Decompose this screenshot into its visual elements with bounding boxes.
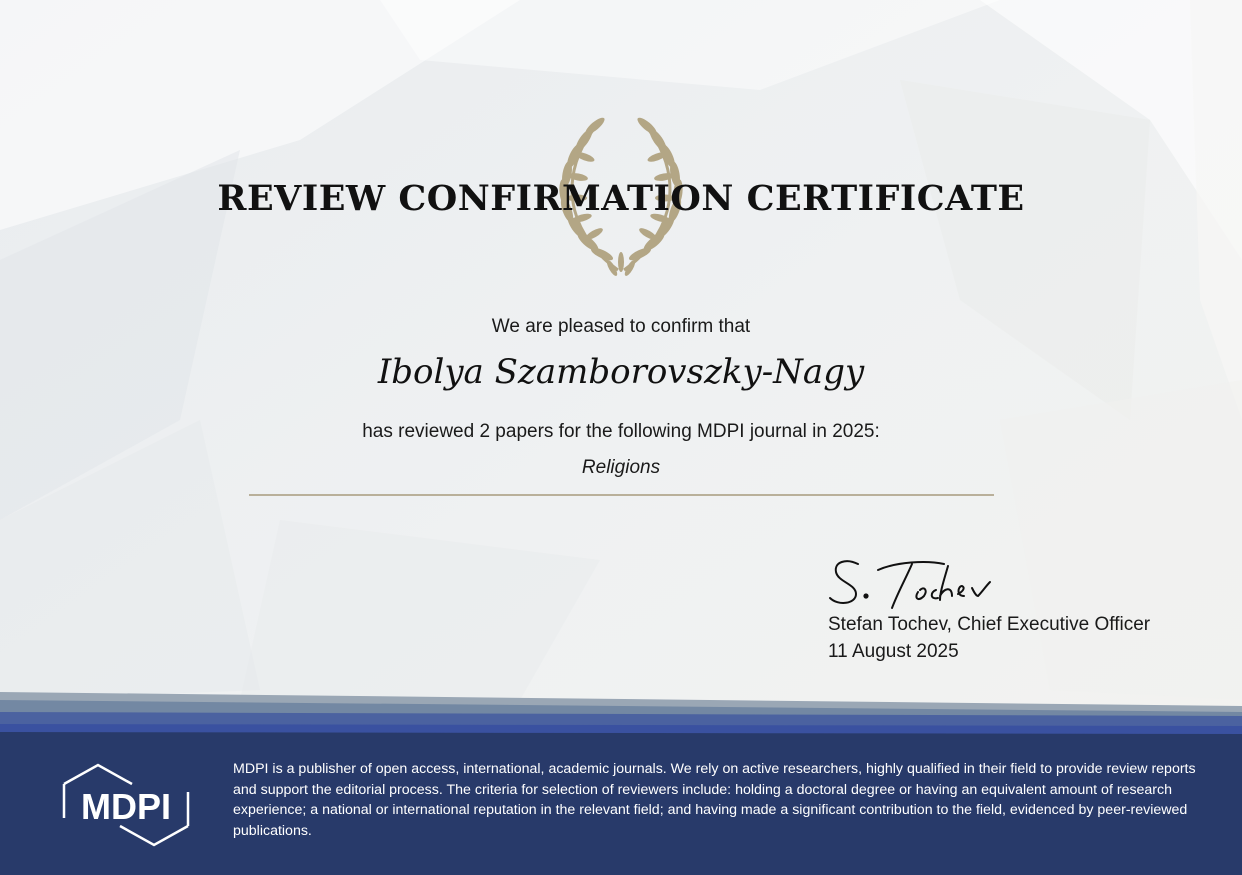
signatory-name-title: Stefan Tochev, Chief Executive Officer bbox=[828, 614, 1151, 635]
signature-date: 11 August 2025 bbox=[828, 641, 959, 662]
logo-text: MDPI bbox=[81, 786, 171, 827]
reviewed-statement: has reviewed 2 papers for the following MDPI journal in 2025: bbox=[362, 421, 880, 442]
recipient-name: Ibolya Szamborovszky-Nagy bbox=[377, 352, 865, 392]
divider-line bbox=[249, 494, 994, 496]
confirm-text: We are pleased to confirm that bbox=[491, 316, 751, 337]
footer-description: MDPI is a publisher of open access, international, academic journals. We rely on active researchers, highly qualified in their field to provide review reports and support the editorial process. The criteria for selection of reviewers include: holding a doctoral degree or having an equivalent amount of research experience; a national or international reputation in the relevant field; and having made a significant contribution to the field, evidenced by peer-reviewed publications. bbox=[233, 761, 1196, 839]
journal-name: Religions bbox=[581, 457, 661, 478]
signature-image bbox=[826, 552, 996, 612]
mdpi-logo bbox=[60, 762, 192, 848]
certificate-title: REVIEW CONFIRMATION CERTIFICATE bbox=[217, 178, 1025, 219]
